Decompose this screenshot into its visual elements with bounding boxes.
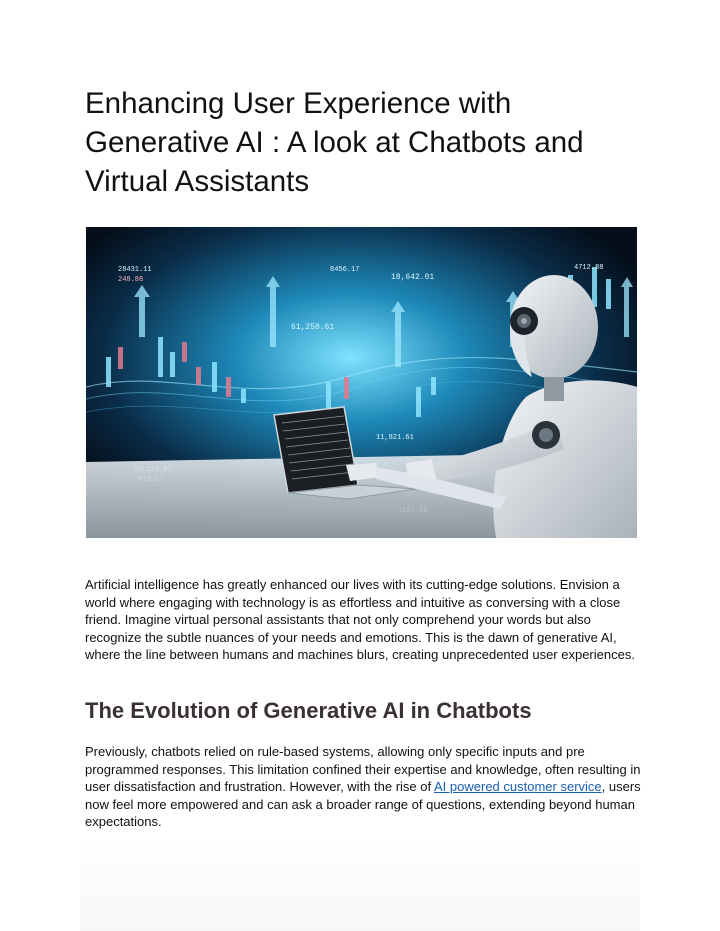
faint-background-block xyxy=(80,840,640,931)
section-paragraph xyxy=(85,743,645,831)
section-heading: The Evolution of Generative AI in Chatbots xyxy=(85,698,532,723)
page-title: Enhancing User Experience with Generative AI : A look at Chatbots and Virtual Assistants xyxy=(85,87,584,198)
intro-paragraph: Artificial intelligence has greatly enhanced our lives with its cutting-edge solutions. Envision a world where engaging with technology is as effortless and intuitive as conversing with a close friend. Imagine virtual personal assistants that not only comprehend your words but also recognize the subtle nuances of your needs and emotions. This is the dawn of generative AI, where the line between humans and machines blurs, creating unprecedented user experiences. xyxy=(85,577,635,663)
hero-number: 11,821.61 xyxy=(376,434,414,442)
paragraph-text-before-link: Previously, chatbots relied on rule-based systems, allowing only specific inputs and pre programmed responses. This limitation confined their expertise and knowledge, often resulting in user dissatisfaction and frustration. However, with the rise of xyxy=(85,744,641,795)
ai-customer-service-link[interactable]: AI powered customer service xyxy=(434,779,602,795)
hero-number: 61,250.61 xyxy=(291,323,335,332)
hero-number: 8456.17 xyxy=(330,266,360,274)
hero-image xyxy=(86,227,637,538)
hero-number: 28431.11 xyxy=(118,266,152,274)
hero-number: 4712.88 xyxy=(574,264,604,272)
hero-number: 18,642.01 xyxy=(391,273,435,282)
hero-number: 248.88 xyxy=(118,276,144,284)
paragraph-text-after-link: , users now feel more empowered and can ask a broader range of questions, extending beyond human expectations. xyxy=(85,779,641,830)
